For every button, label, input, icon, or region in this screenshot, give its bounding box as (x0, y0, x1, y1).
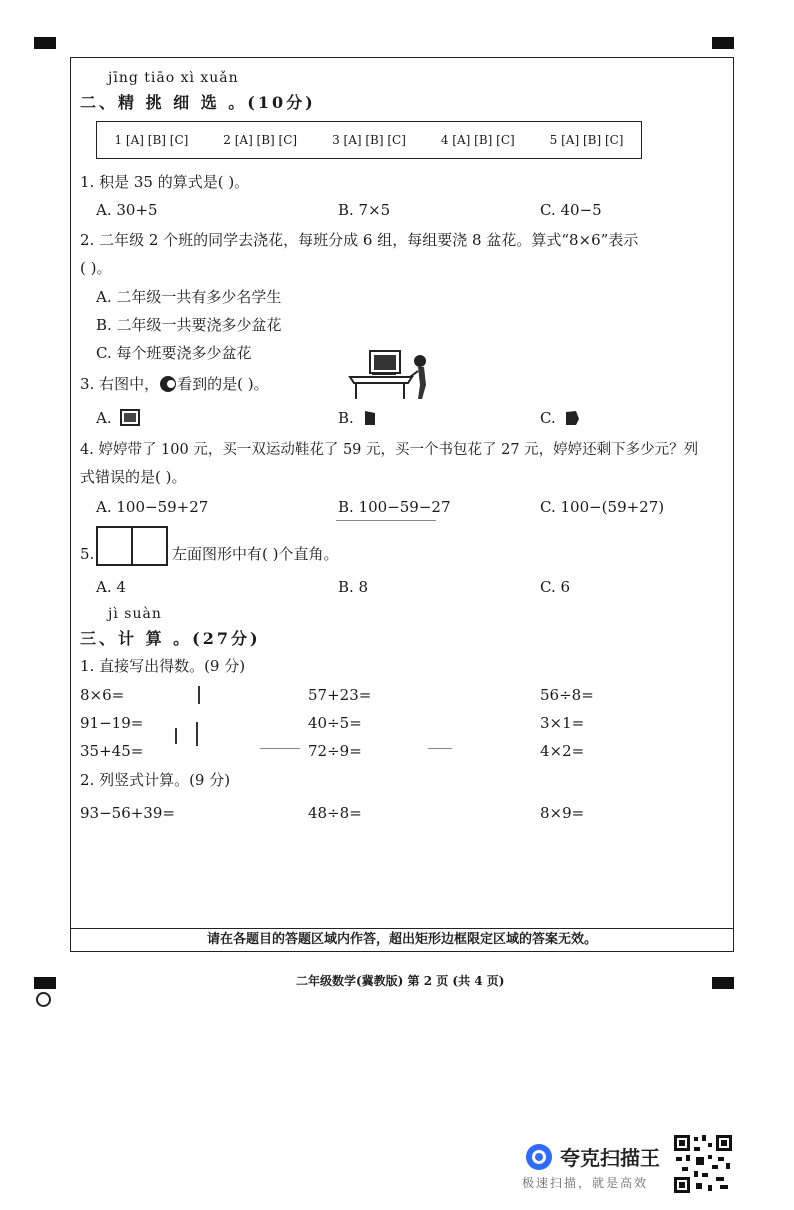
section2-title: 二、精 挑 细 选 。(10分) (80, 93, 316, 112)
question-4-line1: 4. 婷婷带了 100 元，买一双运动鞋花了 59 元，买一个书包花了 27 元，婷婷还剩下多少元？列 (80, 442, 699, 458)
q4-option-b[interactable]: B. 100−59−27 (338, 498, 451, 516)
q2-option-c[interactable]: C. 每个班要浇多少盆花 (96, 344, 252, 362)
q2-option-b[interactable]: B. 二年级一共要浇多少盆花 (96, 316, 282, 334)
rectangle-figure-divider (131, 526, 133, 566)
question-5-number: 5. (80, 545, 95, 563)
scan-artifact (198, 686, 200, 704)
q3-option-b[interactable] (338, 409, 378, 427)
q4-option-a[interactable]: A. 100−59+27 (96, 498, 209, 516)
calc-item[interactable]: 4×2= (540, 742, 585, 760)
corner-marker-bottom-left (34, 977, 56, 989)
q1-option-c[interactable]: C. 40−5 (540, 201, 602, 219)
question-3 (80, 374, 269, 394)
calc-item[interactable]: 35+45= (80, 742, 144, 760)
scanner-logo-icon (524, 1142, 554, 1172)
vertical-calc-item[interactable]: 48÷8= (308, 804, 362, 822)
qr-code-icon (672, 1133, 734, 1195)
q1-option-a[interactable]: A. 30+5 (96, 201, 158, 219)
scan-artifact (175, 728, 177, 744)
answer-card-item[interactable]: 4 [A] [B] [C] (440, 133, 515, 147)
scanner-watermark (522, 1138, 672, 1194)
answer-card-item[interactable]: 5 [A] [B] [C] (549, 133, 624, 147)
calc-item[interactable]: 40÷5= (308, 714, 362, 732)
answer-card-item[interactable]: 3 [A] [B] [C] (332, 133, 406, 147)
question-2-line1: 2. 二年级 2 个班的同学去浇花，每班分成 6 组，每组要浇 8 盆花。算式“8×6”表示 (80, 231, 639, 249)
tv-side-icon (362, 409, 378, 427)
q3-option-c[interactable] (540, 409, 580, 427)
vertical-calc-item[interactable]: 8×9= (540, 804, 585, 822)
tv-front-icon (120, 409, 140, 427)
corner-marker-bottom-right (712, 977, 734, 989)
corner-marker-top-left (34, 37, 56, 49)
q1-option-b[interactable]: B. 7×5 (338, 201, 391, 219)
question-1: 1. 积是 35 的算式是( )。 (80, 173, 250, 191)
scanner-slogan: 极速扫描，就是高效 (522, 1176, 649, 1190)
question-3-text-b: 看到的是( )。 (177, 375, 269, 393)
q5-option-c[interactable]: C. 6 (540, 578, 571, 596)
calc-item[interactable]: 57+23= (308, 686, 372, 704)
calc-item[interactable]: 8×6= (80, 686, 125, 704)
punch-hole-icon (36, 992, 51, 1007)
calc-item[interactable]: 72÷9= (308, 742, 362, 760)
scan-smudge (428, 748, 452, 749)
calc-item[interactable]: 56÷8= (540, 686, 594, 704)
q5-option-a[interactable]: A. 4 (96, 578, 126, 596)
page-footer: 二年级数学(冀教版) 第 2 页 (共 4 页) (296, 974, 505, 988)
scan-smudge (336, 520, 436, 521)
answer-card-item[interactable]: 1 [A] [B] [C] (114, 133, 189, 147)
section2-pinyin: jīng tiāo xì xuǎn (108, 70, 239, 86)
q5-option-b[interactable]: B. 8 (338, 578, 369, 596)
scan-smudge (260, 748, 300, 749)
scan-artifact (196, 722, 198, 746)
question-2-line2: ( )。 (80, 259, 112, 277)
q3-option-b-label: B. (338, 409, 354, 427)
q3-option-c-label: C. (540, 409, 556, 427)
section3-title: 三、计 算 。(27分) (80, 629, 261, 648)
answer-area-notice: 请在各题目的答题区域内作答，超出矩形边框限定区域的答案无效。 (70, 928, 734, 952)
q4-option-c[interactable]: C. 100−(59+27) (540, 498, 665, 516)
vertical-calc-item[interactable]: 93−56+39= (80, 804, 175, 822)
question-3-text-a: 3. 右图中， (80, 375, 160, 393)
child-head-icon (159, 375, 177, 393)
scanner-brand: 夸克扫描王 (560, 1146, 660, 1170)
section3-pinyin: jì suàn (108, 606, 162, 622)
q3-option-a[interactable] (96, 409, 140, 427)
question-5: 左面图形中有( )个直角。 (172, 545, 339, 563)
question-4-line2: 式错误的是( )。 (80, 468, 187, 486)
section3-part1-title: 1. 直接写出得数。(9 分) (80, 657, 246, 675)
answer-card-item[interactable]: 2 [A] [B] [C] (223, 133, 298, 147)
table-and-tv-illustration (348, 349, 434, 401)
answer-card (96, 121, 642, 159)
section3-part2-title: 2. 列竖式计算。(9 分) (80, 771, 231, 789)
q3-option-a-label: A. (96, 409, 112, 427)
tv-back-icon (564, 409, 580, 427)
corner-marker-top-right (712, 37, 734, 49)
calc-item[interactable]: 3×1= (540, 714, 585, 732)
q2-option-a[interactable]: A. 二年级一共有多少名学生 (96, 288, 282, 306)
calc-item[interactable]: 91−19= (80, 714, 144, 732)
